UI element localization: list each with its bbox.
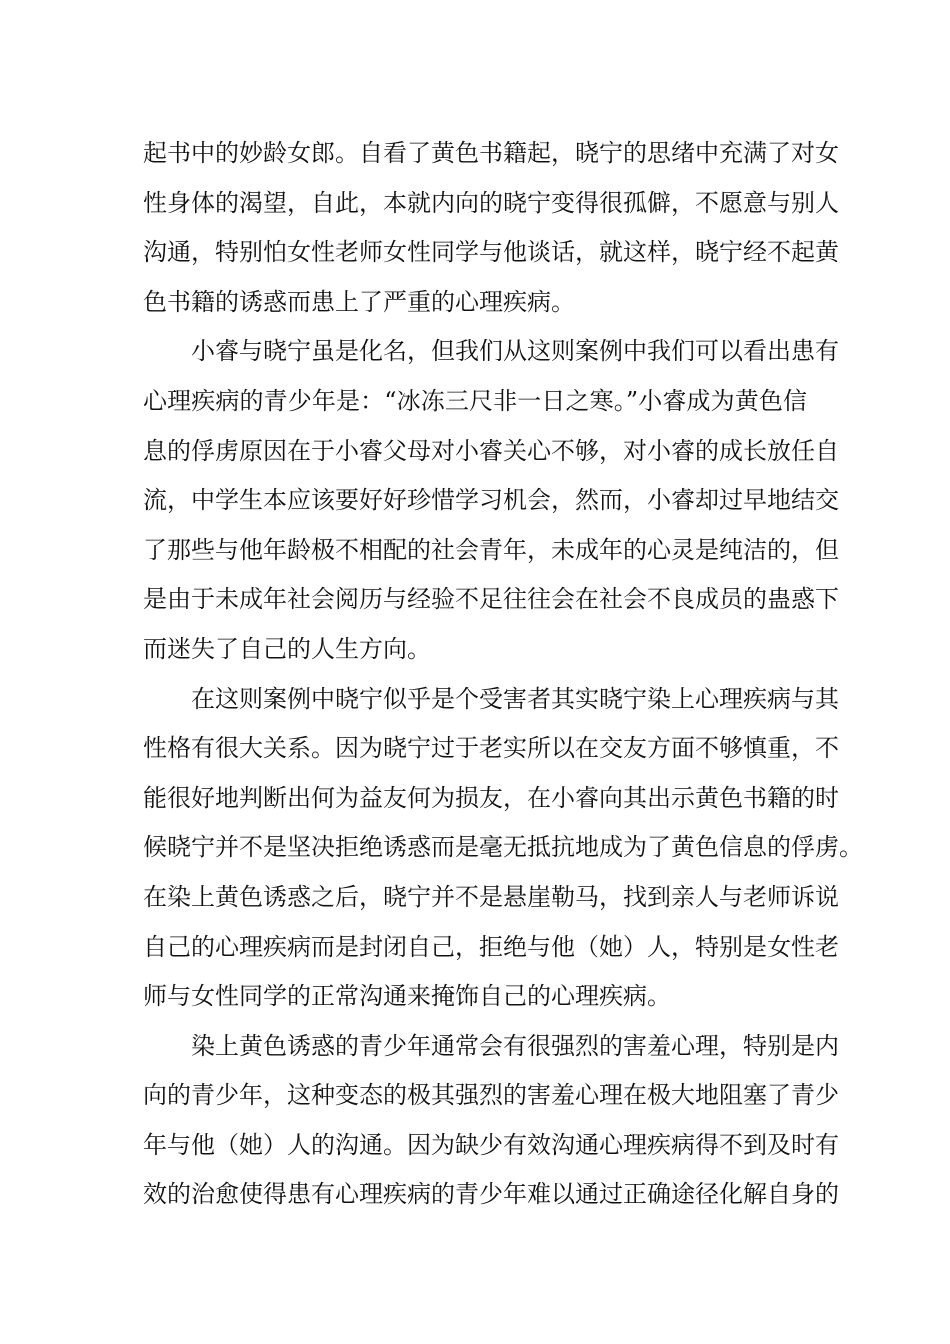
paragraph-4 — [143, 1022, 839, 1220]
paragraph-1 — [143, 129, 839, 327]
paragraph-2 — [143, 327, 839, 674]
text-line: 性身体的渴望，自此，本就内向的晓宁变得很孤僻，不愿意与别人 — [143, 188, 839, 217]
text-line: 沟通，特别怕女性老师女性同学与他谈话，就这样，晓宁经不起黄 — [143, 238, 839, 267]
text-line: 师与女性同学的正常沟通来掩饰自己的心理疾病。 — [143, 982, 671, 1011]
text-line: 年与他（她）人的沟通。因为缺少有效沟通心理疾病得不到及时有 — [143, 1130, 839, 1159]
text-line: 候晓宁并不是坚决拒绝诱惑而是毫无抵抗地成为了黄色信息的俘虏。 — [143, 833, 863, 862]
text-line: 效的治愈使得患有心理疾病的青少年难以通过正确途径化解自身的 — [143, 1180, 839, 1209]
text-line: 自己的心理疾病而是封闭自己，拒绝与他（她）人，特别是女性老 — [143, 932, 839, 961]
text-line: 心理疾病的青少年是：“冰冻三尺非一日之寒。”小睿成为黄色信 — [143, 386, 807, 415]
text-line: 起书中的妙龄女郎。自看了黄色书籍起，晓宁的思绪中充满了对女 — [143, 139, 839, 167]
text-line: 而迷失了自己的人生方向。 — [143, 634, 431, 663]
document-page — [143, 129, 863, 1220]
text-line: 性格有很大关系。因为晓宁过于老实所以在交友方面不够慎重，不 — [143, 734, 839, 763]
text-line: 流，中学生本应该要好好珍惜学习机会，然而，小睿却过早地结交 — [143, 486, 839, 515]
text-line: 息的俘虏原因在于小睿父母对小睿关心不够，对小睿的成长放任自 — [143, 436, 839, 465]
text-line: 是由于未成年社会阅历与经验不足往往会在社会不良成员的蛊惑下 — [143, 585, 839, 614]
text-line: 在染上黄色诱惑之后，晓宁并不是悬崖勒马，找到亲人与老师诉说 — [143, 882, 839, 911]
text-line: 了那些与他年龄极不相配的社会青年，未成年的心灵是纯洁的，但 — [143, 535, 839, 564]
text-line: 在这则案例中晓宁似乎是个受害者其实晓宁染上心理疾病与其 — [191, 684, 839, 713]
text-line: 色书籍的诱惑而患上了严重的心理疾病。 — [143, 287, 575, 316]
text-line: 染上黄色诱惑的青少年通常会有很强烈的害羞心理，特别是内 — [191, 1031, 839, 1060]
text-line: 能很好地判断出何为益友何为损友，在小睿向其出示黄色书籍的时 — [143, 783, 839, 812]
text-line: 向的青少年，这种变态的极其强烈的害羞心理在极大地阻塞了青少 — [143, 1081, 839, 1110]
paragraph-3 — [143, 675, 863, 1022]
text-line: 小睿与晓宁虽是化名，但我们从这则案例中我们可以看出患有 — [191, 337, 839, 366]
